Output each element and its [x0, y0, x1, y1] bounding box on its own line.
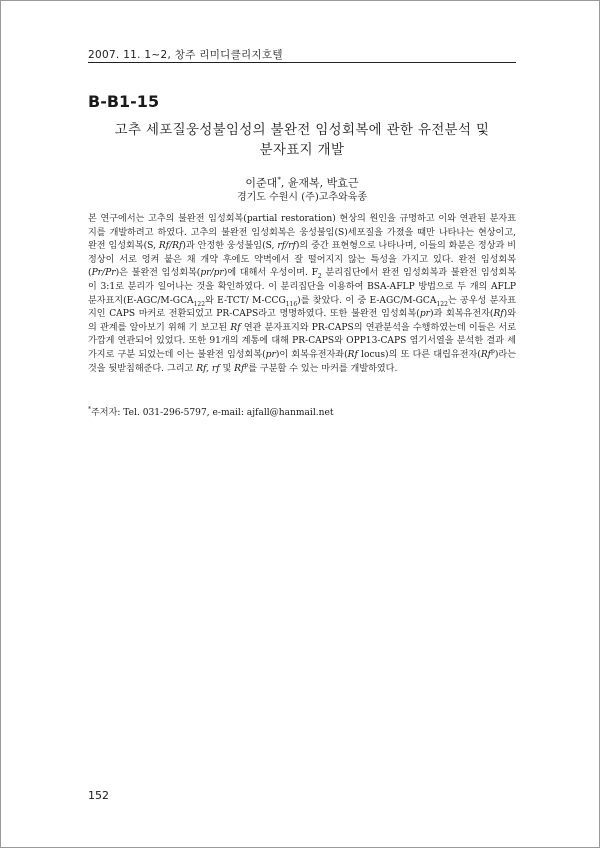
first-author: 이준대 — [245, 176, 278, 190]
affiliation: 경기도 수원시 (주)고추와육종 — [236, 192, 368, 203]
corresponding-mark: * — [277, 176, 281, 184]
footnote-mark: * — [88, 406, 91, 413]
abstract — [88, 213, 516, 376]
corresponding-author-footnote — [88, 403, 516, 420]
session-code: B-B1-15 — [88, 92, 160, 111]
author-list — [88, 172, 516, 192]
paper-title — [88, 121, 516, 161]
title-line-1: 고추 세포질웅성불임성의 불완전 임성회복에 관한 유전분석 및 — [114, 123, 490, 138]
abstract-paragraph: 본 연구에서는 고추의 불완전 임성회복(partial restoration) 현상의 원인을 규명하고 이와 연관된 분자표지를 개발하려고 하였다. 고추의 불완전 임성회복은 웅성불임(S)세포질을 가졌을 때만 나타나는 현상이고, 완전 임성회복(S, Rf/Rf)과 안정한 웅성불임(S, rf/rf)의 중간 표현형으로 나타나며, 이들의 화분은 정상과 비정상이 서로 엉켜 붙은 채 개약 후에도 약벽에서 잘 떨어지지 않는 특성을 가지고 있다. 완전 임성회복(Pr/Pr)은 불완전 임성회복(pr/pr)에 대해서 우성이며. $F_2$ 분리집단에서 완전 임성회복과 불완전 임성회복이 3:1로 분리가 일어나는 것을 확인하였다. 이 분리집단을 이용하여 BSA-AFLP 방법으로 두 개의 AFLP 분자표지($E-AGC/M-GCA_{122}$와 E-TCT/ $M-CCG_{116}$)를 찾았다. 이 중 $E-AGC/M-GCA_{122}$는 공우성 분자표지인 CAPS 마커로 전환되었고 PR-CAPS라고 명명하였다. 또한 불완전 임성회복(pr)과 회복유전자(Rf)와의 관계를 알아보기 위해 기 보고된 Rf 연관 분자표지와 PR-CAPS의 연관분석을 수행하였는데 이들은 서로 가깝게 연관되어 있었다. 또한 91개의 계통에 대해 PR-CAPS와 OPP13-CAPS 염기서열을 분석한 결과 세 가지로 구분 되었는데 이는 불완전 임성회복(pr)이 회복유전자좌(Rf locus)의 또 다른 대립유전자(Rf$^p$)라는 것을 뒷받침해준다. 그리고 Rf, rf 및 Rf$^p$를 구분할 수 있는 마커를 개발하였다. — [88, 214, 516, 374]
title-line-2: 분자표지 개발 — [259, 143, 345, 158]
page-number: 152 — [88, 789, 109, 802]
footnote-text: 주저자: Tel. 031-296-5797, e-mail: ajfall@hanmail.net — [91, 408, 334, 419]
co-authors: , 윤재복, 박효근 — [280, 176, 359, 190]
running-header: 2007. 11. 1~2, 창주 리미디클리지호텔 — [88, 49, 283, 61]
header-rule — [88, 62, 516, 63]
